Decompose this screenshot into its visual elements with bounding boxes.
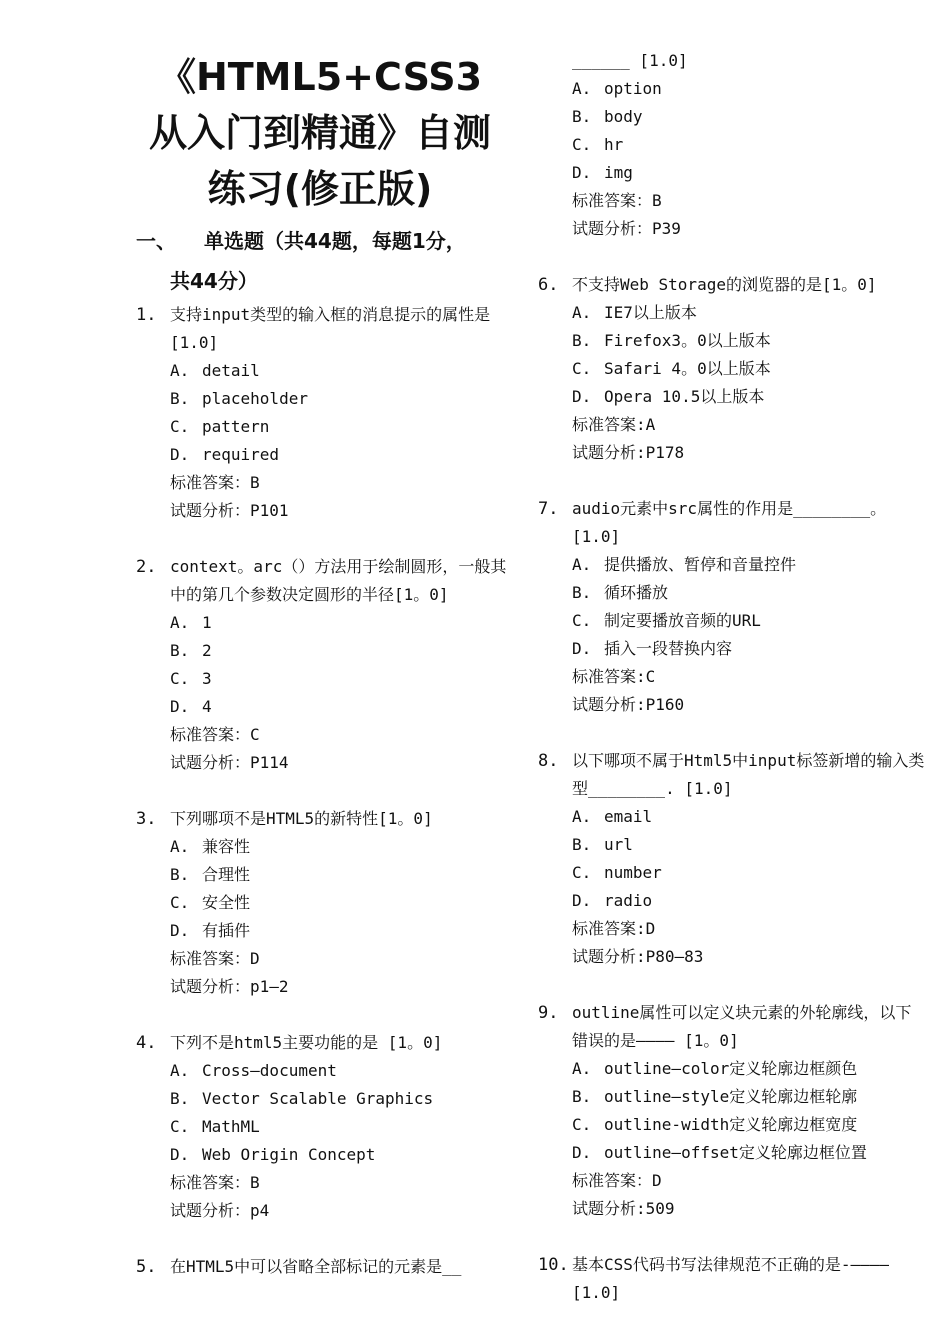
question-spacer	[130, 1001, 510, 1029]
option-letter: B.	[572, 331, 592, 350]
option-text: email	[604, 807, 653, 826]
option-text: IE7以上版本	[604, 303, 697, 322]
option-letter: D.	[170, 445, 190, 464]
question-item	[130, 301, 510, 525]
option-text: 合理性	[202, 865, 251, 884]
option-text: number	[604, 863, 662, 882]
option-text: outline—color定义轮廓边框颜色	[604, 1059, 858, 1078]
option-letter: D.	[572, 1143, 592, 1162]
question-text: 下列不是html5主要功能的是 [1。0]	[170, 1033, 443, 1052]
option-text: hr	[604, 135, 624, 154]
option-text: outline—style定义轮廓边框轮廓	[604, 1087, 858, 1106]
question-item	[130, 805, 510, 1001]
standard-answer: 标准答案：B	[170, 1173, 260, 1192]
section-title-line-2: 共44分）	[170, 269, 258, 293]
option-text: 有插件	[202, 921, 251, 940]
answer-option	[130, 889, 510, 917]
option-text: 2	[202, 641, 212, 660]
document-title	[130, 0, 510, 217]
option-text: 循环播放	[604, 583, 669, 602]
answer-option	[534, 75, 926, 103]
question-analysis: 试题分析:P80—83	[572, 947, 704, 966]
option-letter: B.	[170, 865, 190, 884]
question-number: 1.	[136, 305, 157, 325]
left-column	[130, 0, 510, 1281]
question-item	[534, 495, 926, 719]
option-text: placeholder	[202, 389, 308, 408]
question-item	[534, 1251, 926, 1307]
question-number: 9.	[538, 1003, 559, 1023]
option-letter: A.	[572, 555, 592, 574]
option-text: body	[604, 107, 643, 126]
answer-option	[534, 803, 926, 831]
answer-option	[534, 327, 926, 355]
standard-answer: 标准答案：D	[572, 1171, 662, 1190]
option-text: Vector Scalable Graphics	[202, 1089, 434, 1108]
option-letter: A.	[572, 303, 592, 322]
question-item	[534, 47, 926, 243]
answer-option	[534, 607, 926, 635]
option-letter: B.	[170, 641, 190, 660]
answer-option	[534, 103, 926, 131]
answer-option	[534, 1111, 926, 1139]
option-letter: B.	[572, 107, 592, 126]
question-analysis: 试题分析：p1—2	[170, 977, 289, 996]
answer-option	[130, 1085, 510, 1113]
option-text: 插入一段替换内容	[604, 639, 733, 658]
option-text: MathML	[202, 1117, 260, 1136]
question-text: 以下哪项不属于Html5中input标签新增的输入类型________. [1.0]	[572, 751, 925, 798]
answer-option	[130, 833, 510, 861]
question-spacer	[534, 243, 926, 271]
answer-option	[534, 551, 926, 579]
option-text: 3	[202, 669, 212, 688]
question-item	[534, 999, 926, 1223]
question-spacer	[534, 1223, 926, 1251]
option-letter: D.	[170, 921, 190, 940]
question-number: 2.	[136, 557, 157, 577]
option-letter: D.	[572, 387, 592, 406]
answer-option	[130, 1113, 510, 1141]
answer-option	[130, 413, 510, 441]
answer-option	[534, 1139, 926, 1167]
answer-option	[534, 383, 926, 411]
answer-option	[130, 693, 510, 721]
answer-option	[130, 861, 510, 889]
question-analysis: 试题分析:P160	[572, 695, 685, 714]
answer-option	[130, 609, 510, 637]
option-text: 1	[202, 613, 212, 632]
option-text: outline-width定义轮廓边框宽度	[604, 1115, 858, 1134]
question-text: 不支持Web Storage的浏览器的是[1。0]	[572, 275, 877, 294]
answer-option	[130, 1057, 510, 1085]
standard-answer: 标准答案：C	[170, 725, 260, 744]
option-text: pattern	[202, 417, 270, 436]
question-spacer	[534, 467, 926, 495]
option-letter: D.	[572, 639, 592, 658]
answer-option	[130, 441, 510, 469]
option-letter: C.	[572, 863, 592, 882]
option-letter: C.	[572, 611, 592, 630]
title-line-1: 《HTML5+CSS3	[157, 55, 483, 99]
question-number: 5.	[136, 1257, 157, 1277]
option-letter: C.	[572, 135, 592, 154]
left-question-list	[130, 301, 510, 1281]
question-spacer	[130, 525, 510, 553]
question-item	[534, 271, 926, 467]
answer-option	[130, 637, 510, 665]
option-letter: C.	[170, 893, 190, 912]
answer-option	[534, 579, 926, 607]
option-letter: C.	[170, 669, 190, 688]
option-letter: A.	[170, 361, 190, 380]
option-text: Web Origin Concept	[202, 1145, 376, 1164]
answer-option	[534, 887, 926, 915]
answer-option	[534, 131, 926, 159]
question-item	[534, 747, 926, 971]
standard-answer: 标准答案:A	[572, 415, 656, 434]
question-spacer	[534, 971, 926, 999]
question-text: context。arc（）方法用于绘制圆形，一般其中的第几个参数决定圆形的半径[1。0]	[170, 557, 507, 604]
section-number: 一、	[136, 229, 176, 253]
right-question-list	[534, 47, 926, 1307]
option-text: outline—offset定义轮廓边框位置	[604, 1143, 867, 1162]
option-text: required	[202, 445, 280, 464]
question-item	[130, 1029, 510, 1225]
answer-option	[130, 665, 510, 693]
option-letter: A.	[572, 807, 592, 826]
answer-option	[534, 159, 926, 187]
title-line-2: 从入门到精通》自测	[148, 111, 491, 155]
option-letter: A.	[572, 79, 592, 98]
option-text: Opera 10.5以上版本	[604, 387, 765, 406]
option-letter: D.	[170, 697, 190, 716]
option-letter: A.	[572, 1059, 592, 1078]
option-text: Safari 4。0以上版本	[604, 359, 771, 378]
answer-option	[534, 299, 926, 327]
question-item	[130, 553, 510, 777]
option-text: url	[604, 835, 633, 854]
option-letter: B.	[572, 835, 592, 854]
option-letter: B.	[572, 583, 592, 602]
question-text: 在HTML5中可以省略全部标记的元素是__	[170, 1257, 462, 1276]
answer-option	[534, 859, 926, 887]
section-heading	[130, 221, 510, 301]
question-analysis: 试题分析:P178	[572, 443, 685, 462]
option-letter: B.	[170, 1089, 190, 1108]
question-text: 下列哪项不是HTML5的新特性[1。0]	[170, 809, 433, 828]
question-text: 支持input类型的输入框的消息提示的属性是 [1.0]	[170, 305, 491, 352]
question-spacer	[130, 1225, 510, 1253]
question-number: 3.	[136, 809, 157, 829]
option-letter: A.	[170, 613, 190, 632]
question-analysis: 试题分析：P114	[170, 753, 289, 772]
option-letter: B.	[572, 1087, 592, 1106]
option-text: img	[604, 163, 633, 182]
answer-option	[534, 831, 926, 859]
option-letter: B.	[170, 389, 190, 408]
question-number: 10.	[538, 1255, 569, 1275]
section-title-line-1: 单选题（共44题，每题1分，	[204, 229, 466, 253]
question-text: audio元素中src属性的作用是________。[1.0]	[572, 499, 887, 546]
question-number: 6.	[538, 275, 559, 295]
question-text: outline属性可以定义块元素的外轮廓线，以下错误的是———— [1。0]	[572, 1003, 912, 1050]
question-text: ______ [1.0]	[572, 51, 688, 70]
option-text: radio	[604, 891, 653, 910]
answer-option	[534, 1055, 926, 1083]
question-number: 8.	[538, 751, 559, 771]
option-letter: D.	[572, 163, 592, 182]
answer-option	[534, 635, 926, 663]
standard-answer: 标准答案:D	[572, 919, 656, 938]
option-text: detail	[202, 361, 260, 380]
answer-option	[130, 917, 510, 945]
question-number: 4.	[136, 1033, 157, 1053]
question-spacer	[130, 777, 510, 805]
question-number: 7.	[538, 499, 559, 519]
option-letter: D.	[170, 1145, 190, 1164]
answer-option	[130, 1141, 510, 1169]
option-letter: C.	[170, 1117, 190, 1136]
option-text: 提供播放、暂停和音量控件	[604, 555, 797, 574]
option-text: Cross—document	[202, 1061, 337, 1080]
question-analysis: 试题分析:509	[572, 1199, 675, 1218]
answer-option	[130, 385, 510, 413]
option-letter: A.	[170, 1061, 190, 1080]
option-text: Firefox3。0以上版本	[604, 331, 771, 350]
standard-answer: 标准答案:C	[572, 667, 656, 686]
question-spacer	[534, 719, 926, 747]
answer-option	[534, 355, 926, 383]
title-line-3: 练习(修正版)	[207, 167, 433, 211]
option-letter: C.	[572, 1115, 592, 1134]
option-letter: A.	[170, 837, 190, 856]
standard-answer: 标准答案：D	[170, 949, 260, 968]
option-text: option	[604, 79, 662, 98]
option-text: 安全性	[202, 893, 251, 912]
answer-option	[534, 1083, 926, 1111]
question-item	[130, 1253, 510, 1281]
option-text: 制定要播放音频的URL	[604, 611, 761, 630]
question-analysis: 试题分析：P39	[572, 219, 681, 238]
option-letter: C.	[170, 417, 190, 436]
option-text: 兼容性	[202, 837, 251, 856]
question-text: 基本CSS代码书写法律规范不正确的是-———— [1.0]	[572, 1255, 890, 1302]
option-letter: D.	[572, 891, 592, 910]
option-text: 4	[202, 697, 212, 716]
standard-answer: 标准答案：B	[572, 191, 662, 210]
question-analysis: 试题分析：P101	[170, 501, 289, 520]
right-column	[534, 0, 926, 1307]
question-analysis: 试题分析：p4	[170, 1201, 270, 1220]
option-letter: C.	[572, 359, 592, 378]
standard-answer: 标准答案：B	[170, 473, 260, 492]
answer-option	[130, 357, 510, 385]
